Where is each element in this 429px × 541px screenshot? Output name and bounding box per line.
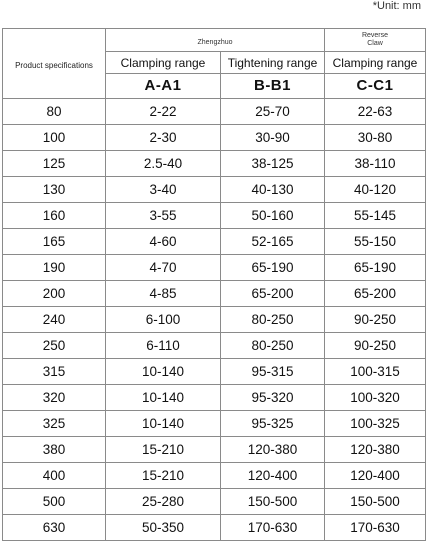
table-cell-clamping-a (106, 229, 221, 255)
cell-value-clamping-c: 100-315 (350, 363, 400, 379)
cell-value-tightening-b: 80-250 (251, 311, 294, 327)
cell-value-clamping-c: 150-500 (350, 493, 400, 509)
zhengzhuo-group-label: Zhengzhuo (197, 39, 233, 46)
cell-value-tightening-b: 30-90 (255, 129, 290, 145)
cell-value-clamping-a: 4-70 (149, 259, 177, 275)
table-cell-tightening-b (221, 255, 325, 281)
cell-value-clamping-c: 30-80 (357, 129, 393, 145)
table-row (3, 437, 426, 463)
table-cell-clamping-c (325, 281, 426, 307)
table-cell-spec (3, 359, 106, 385)
cell-value-spec: 630 (42, 519, 66, 535)
cell-value-spec: 130 (42, 181, 66, 197)
product-specifications-label: Product specifications (15, 60, 93, 70)
cell-value-clamping-c: 55-145 (353, 207, 397, 223)
cell-value-clamping-a: 50-350 (141, 519, 185, 535)
cell-value-clamping-c: 100-325 (350, 415, 400, 431)
table-cell-spec (3, 203, 106, 229)
table-cell-spec (3, 177, 106, 203)
cell-value-clamping-a: 10-140 (141, 363, 185, 379)
range-label-b: Tightening range (227, 55, 318, 70)
table-cell-tightening-b (221, 515, 325, 541)
reverse-claw-group-header (325, 29, 426, 52)
table-row (3, 177, 426, 203)
code-label-c: C-C1 (356, 77, 394, 94)
cell-value-spec: 240 (42, 311, 66, 327)
cell-value-clamping-a: 25-280 (141, 493, 185, 509)
table-cell-clamping-c (325, 229, 426, 255)
table-cell-clamping-a (106, 151, 221, 177)
header-group-row (3, 29, 426, 52)
cell-value-tightening-b: 52-165 (251, 233, 294, 249)
table-cell-tightening-b (221, 99, 325, 125)
table-cell-clamping-c (325, 125, 426, 151)
table-cell-spec (3, 411, 106, 437)
table-row (3, 515, 426, 541)
cell-value-spec: 200 (42, 285, 66, 301)
cell-value-clamping-a: 2.5-40 (143, 155, 183, 171)
cell-value-spec: 250 (42, 337, 66, 353)
table-cell-tightening-b (221, 359, 325, 385)
table-cell-spec (3, 437, 106, 463)
table-cell-tightening-b (221, 437, 325, 463)
range-header-b (221, 52, 325, 74)
cell-value-spec: 400 (42, 467, 66, 483)
cell-value-tightening-b: 25-70 (255, 103, 290, 119)
unit-note: *Unit: mm (372, 0, 421, 12)
cell-value-spec: 315 (42, 363, 66, 379)
table-cell-clamping-c (325, 489, 426, 515)
table-cell-clamping-a (106, 177, 221, 203)
cell-value-spec: 165 (42, 233, 66, 249)
table-row (3, 255, 426, 281)
table-cell-spec (3, 229, 106, 255)
product-specifications-header (3, 29, 106, 99)
table-cell-spec (3, 255, 106, 281)
cell-value-tightening-b: 65-190 (251, 259, 294, 275)
table-cell-tightening-b (221, 203, 325, 229)
table-cell-tightening-b (221, 463, 325, 489)
table-row (3, 307, 426, 333)
cell-value-spec: 160 (42, 207, 66, 223)
cell-value-tightening-b: 95-315 (251, 363, 294, 379)
table-cell-clamping-c (325, 177, 426, 203)
cell-value-clamping-a: 15-210 (141, 441, 185, 457)
table-cell-clamping-a (106, 99, 221, 125)
range-label-a: Clamping range (120, 55, 206, 70)
cell-value-clamping-a: 2-30 (149, 129, 177, 145)
range-header-c (325, 52, 426, 74)
table-cell-clamping-a (106, 489, 221, 515)
cell-value-spec: 80 (46, 103, 62, 119)
cell-value-clamping-a: 15-210 (141, 467, 185, 483)
code-label-a: A-A1 (144, 77, 182, 94)
cell-value-tightening-b: 50-160 (251, 207, 294, 223)
table-cell-clamping-c (325, 255, 426, 281)
table-cell-tightening-b (221, 489, 325, 515)
cell-value-clamping-c: 40-120 (353, 181, 397, 197)
cell-value-clamping-c: 22-63 (357, 103, 393, 119)
table-cell-tightening-b (221, 125, 325, 151)
table-cell-clamping-c (325, 385, 426, 411)
table-cell-clamping-a (106, 515, 221, 541)
range-label-c: Clamping range (332, 55, 418, 70)
table-cell-spec (3, 99, 106, 125)
table-cell-clamping-a (106, 359, 221, 385)
cell-value-clamping-a: 4-60 (149, 233, 177, 249)
table-cell-clamping-c (325, 515, 426, 541)
table-row (3, 385, 426, 411)
table-cell-clamping-a (106, 411, 221, 437)
cell-value-clamping-a: 2-22 (149, 103, 177, 119)
specification-table (2, 28, 426, 541)
table-cell-spec (3, 307, 106, 333)
cell-value-tightening-b: 170-630 (247, 519, 298, 535)
table-cell-clamping-c (325, 151, 426, 177)
table-cell-clamping-a (106, 125, 221, 151)
table-row (3, 203, 426, 229)
cell-value-spec: 325 (42, 415, 66, 431)
cell-value-spec: 320 (42, 389, 66, 405)
cell-value-clamping-c: 120-380 (350, 441, 400, 457)
table-cell-clamping-c (325, 411, 426, 437)
zhengzhuo-group-header (106, 29, 325, 52)
code-header-a (106, 74, 221, 99)
table-cell-spec (3, 489, 106, 515)
cell-value-clamping-c: 55-150 (353, 233, 397, 249)
table-cell-clamping-c (325, 333, 426, 359)
table-cell-clamping-a (106, 281, 221, 307)
table-row (3, 125, 426, 151)
table-cell-spec (3, 385, 106, 411)
cell-value-tightening-b: 38-125 (251, 155, 294, 171)
table-cell-spec (3, 333, 106, 359)
cell-value-tightening-b: 120-400 (247, 467, 298, 483)
cell-value-clamping-c: 90-250 (353, 311, 397, 327)
table-cell-clamping-c (325, 99, 426, 125)
table-cell-tightening-b (221, 411, 325, 437)
table-row (3, 359, 426, 385)
table-cell-clamping-c (325, 359, 426, 385)
cell-value-clamping-c: 65-190 (353, 259, 397, 275)
table-cell-clamping-a (106, 385, 221, 411)
cell-value-clamping-a: 6-100 (145, 311, 181, 327)
cell-value-spec: 380 (42, 441, 66, 457)
table-cell-tightening-b (221, 177, 325, 203)
table-cell-spec (3, 281, 106, 307)
table-row (3, 99, 426, 125)
table-cell-tightening-b (221, 333, 325, 359)
table-cell-clamping-c (325, 463, 426, 489)
table-cell-spec (3, 463, 106, 489)
code-header-b (221, 74, 325, 99)
table-cell-tightening-b (221, 385, 325, 411)
table-cell-clamping-a (106, 463, 221, 489)
table-cell-spec (3, 515, 106, 541)
table-cell-tightening-b (221, 229, 325, 255)
table-row (3, 489, 426, 515)
table-cell-clamping-c (325, 307, 426, 333)
cell-value-clamping-c: 100-320 (350, 389, 400, 405)
table-cell-clamping-c (325, 437, 426, 463)
cell-value-clamping-c: 120-400 (350, 467, 400, 483)
cell-value-clamping-a: 4-85 (149, 285, 177, 301)
code-label-b: B-B1 (253, 77, 291, 94)
range-header-a (106, 52, 221, 74)
table-row (3, 333, 426, 359)
cell-value-clamping-c: 90-250 (353, 337, 397, 353)
table-row (3, 411, 426, 437)
cell-value-spec: 500 (42, 493, 66, 509)
cell-value-clamping-c: 65-200 (353, 285, 397, 301)
cell-value-clamping-a: 10-140 (141, 415, 185, 431)
table-cell-clamping-a (106, 437, 221, 463)
reverse-claw-group-label: Reverse Claw (361, 32, 389, 47)
table-cell-clamping-a (106, 307, 221, 333)
cell-value-clamping-a: 3-55 (149, 207, 177, 223)
cell-value-tightening-b: 65-200 (251, 285, 294, 301)
cell-value-clamping-c: 38-110 (354, 155, 396, 171)
cell-value-spec: 100 (42, 129, 66, 145)
code-header-c (325, 74, 426, 99)
table-row (3, 229, 426, 255)
table-row (3, 281, 426, 307)
table-row (3, 463, 426, 489)
table-cell-tightening-b (221, 281, 325, 307)
cell-value-tightening-b: 95-320 (251, 389, 294, 405)
cell-value-clamping-c: 170-630 (350, 519, 400, 535)
table-cell-clamping-a (106, 333, 221, 359)
cell-value-tightening-b: 80-250 (251, 337, 294, 353)
cell-value-clamping-a: 3-40 (149, 181, 177, 197)
cell-value-spec: 125 (42, 155, 66, 171)
cell-value-tightening-b: 40-130 (251, 181, 294, 197)
cell-value-clamping-a: 10-140 (141, 389, 185, 405)
table-cell-spec (3, 151, 106, 177)
cell-value-tightening-b: 120-380 (247, 441, 298, 457)
table-cell-spec (3, 125, 106, 151)
cell-value-clamping-a: 6-110 (146, 337, 180, 353)
cell-value-tightening-b: 150-500 (247, 493, 298, 509)
table-cell-clamping-a (106, 255, 221, 281)
table-cell-tightening-b (221, 151, 325, 177)
cell-value-spec: 190 (42, 259, 66, 275)
table-row (3, 151, 426, 177)
table-cell-clamping-a (106, 203, 221, 229)
table-cell-tightening-b (221, 307, 325, 333)
cell-value-tightening-b: 95-325 (251, 415, 294, 431)
table-cell-clamping-c (325, 203, 426, 229)
